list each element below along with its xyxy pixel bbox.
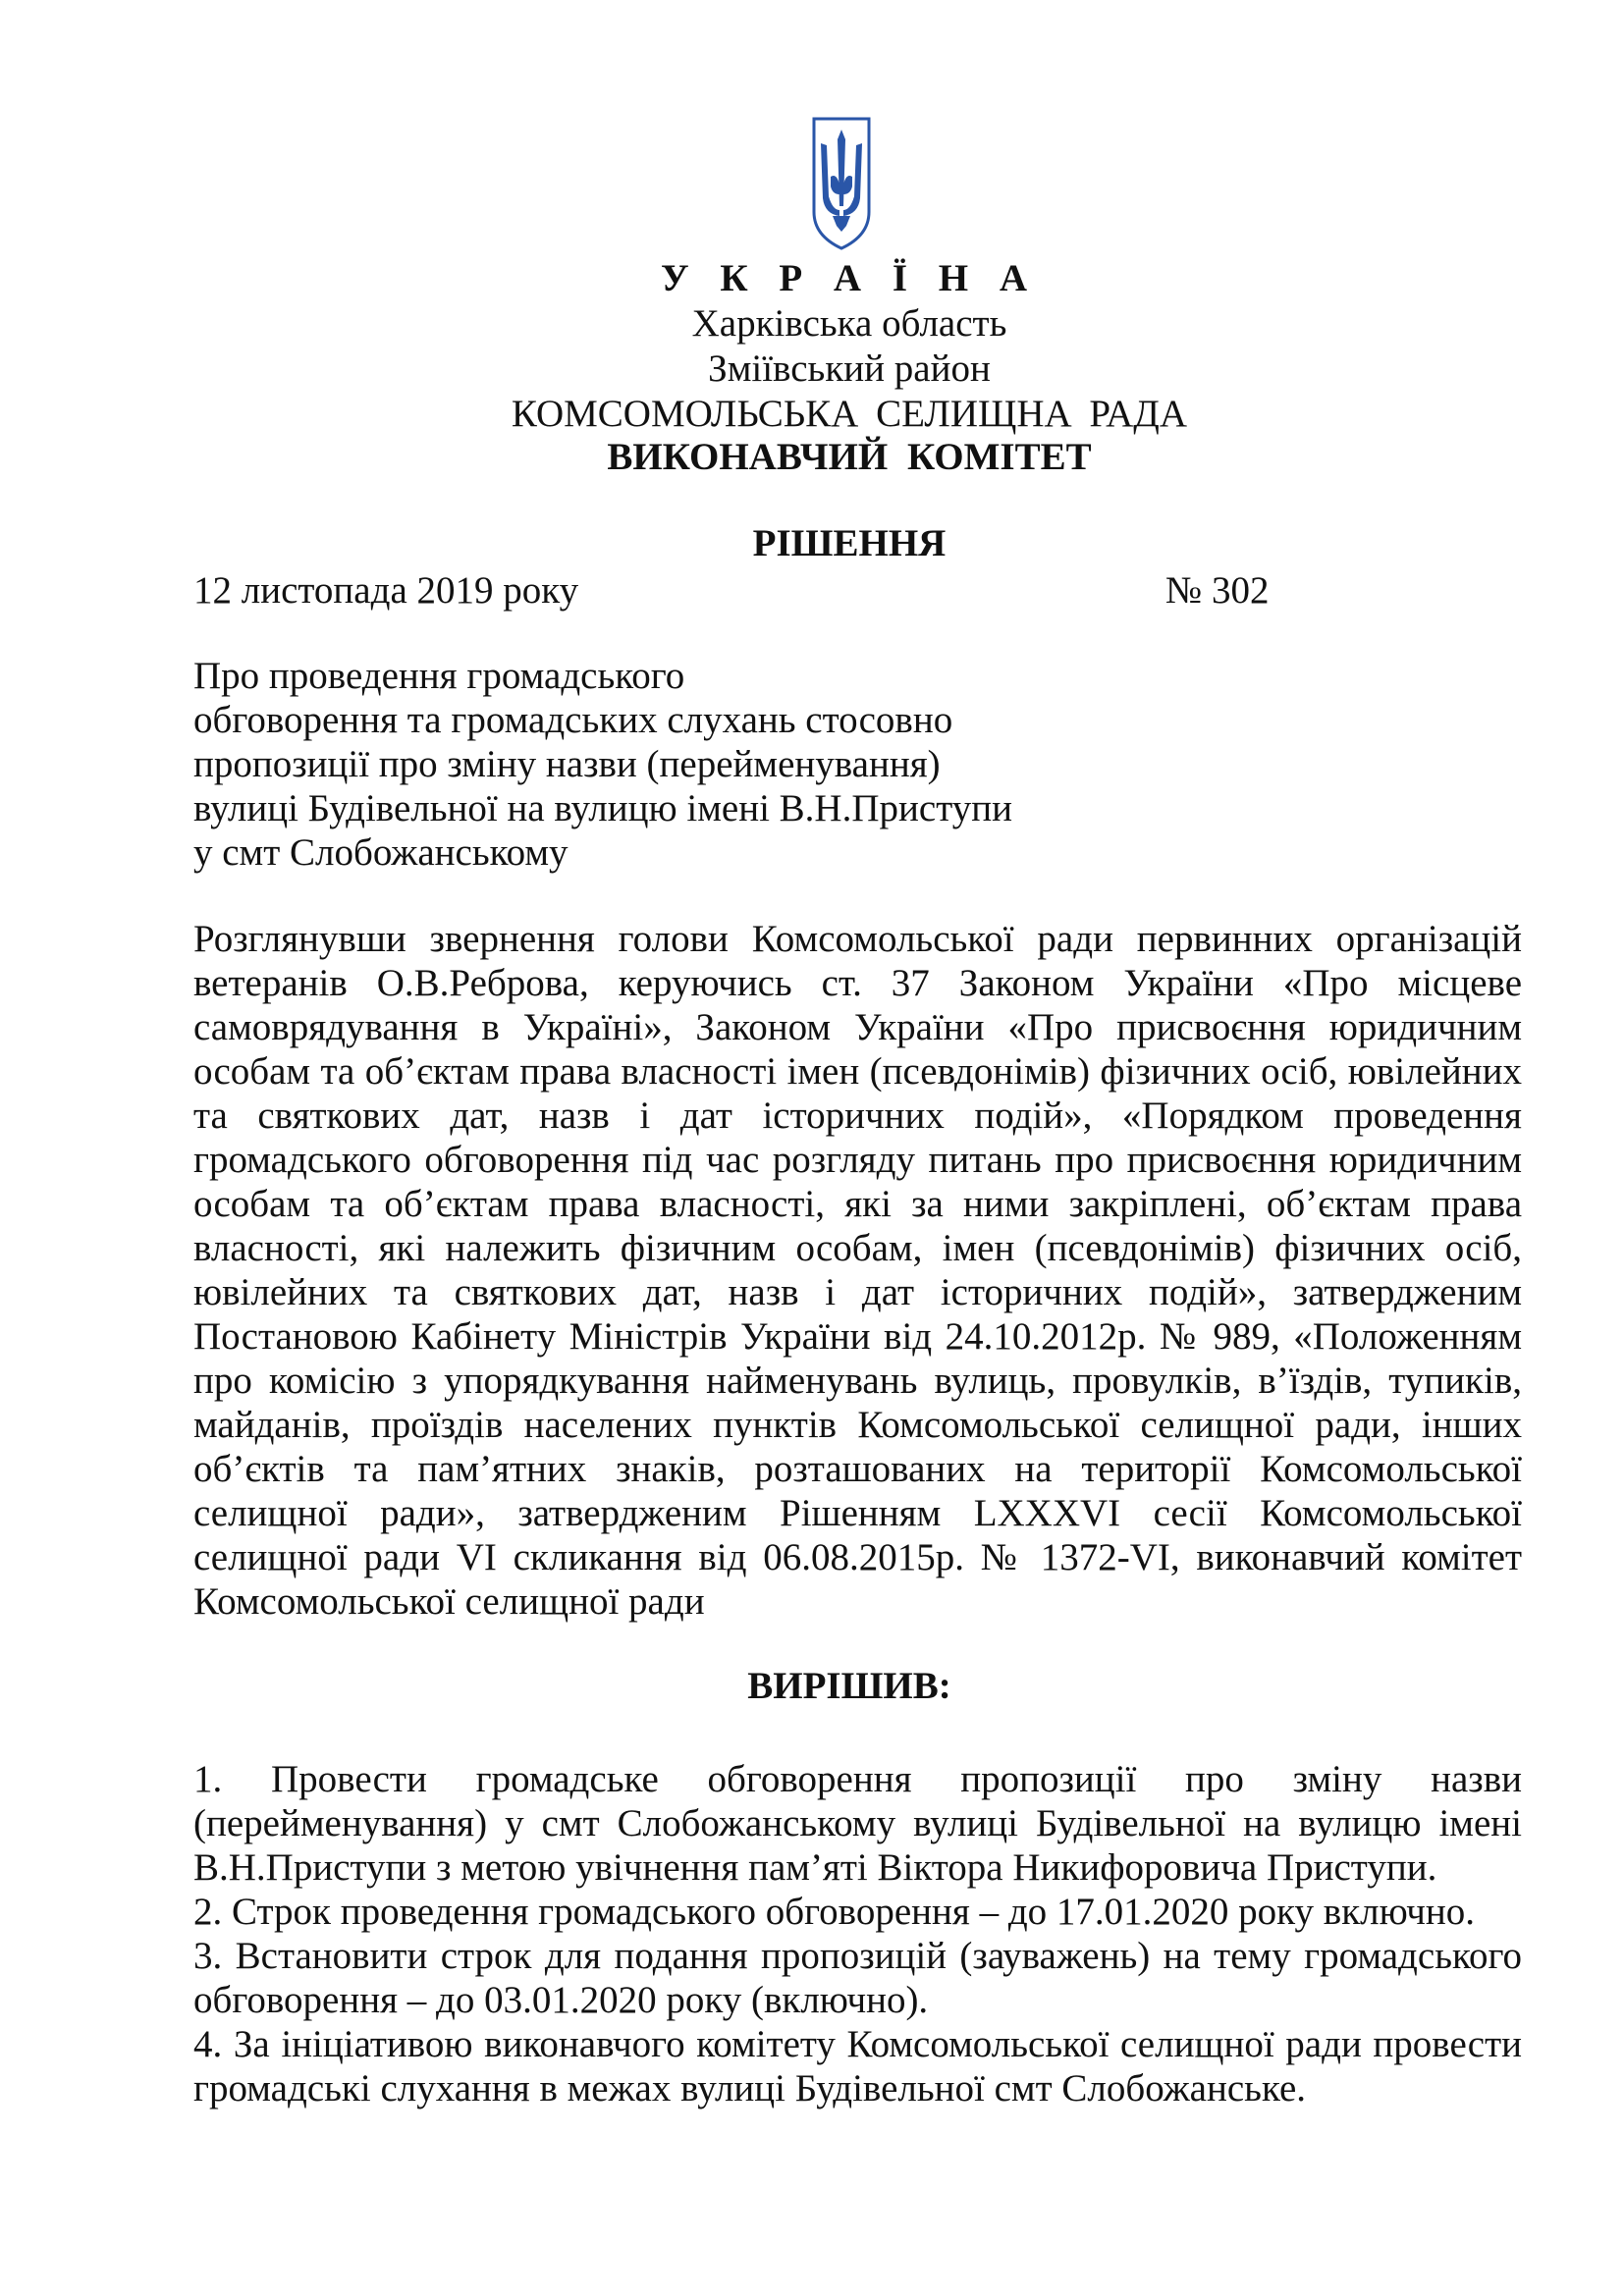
subject-line: Про проведення громадського <box>193 655 685 697</box>
resolution-item: 4. За ініціативою виконавчого комітету Комсомольської селищної ради провести громадські слухання в межах вулиці Будівельної смт Слобожанське. <box>193 2023 1522 2109</box>
document-type-heading: РІШЕННЯ <box>752 522 947 564</box>
committee-line: ВИКОНАВЧИЙ КОМІТЕТ <box>607 436 1092 478</box>
oblast-line: Харківська область <box>691 302 1007 345</box>
resolution-heading: ВИРІШИВ: <box>747 1665 951 1707</box>
resolution-item: 1. Провести громадське обговорення пропозиції про зміну назви (перейменування) у смт Слобожанському вулиці Будівельної на вулицю імені В.Н.Приступи з метою увічнення пам’яті Віктора Никифоровича Приступи. <box>193 1758 1522 1889</box>
rayon-line: Зміївський район <box>708 347 991 390</box>
subject-line: вулиці Будівельної на вулицю імені В.Н.Приступи <box>193 787 1012 829</box>
trident-emblem-icon <box>811 116 872 251</box>
subject-line: пропозиції про зміну назви (перейменування) <box>193 743 941 785</box>
subject-line: обговорення та громадських слухань стосовно <box>193 699 953 741</box>
date-number-line <box>193 567 1273 614</box>
country-heading: У К Р А Ї Н А <box>660 257 1039 299</box>
decision-date: 12 листопада 2019 року <box>193 569 579 612</box>
preamble-paragraph: Розглянувши звернення голови Комсомольської ради первинних організацій ветеранів О.В.Реброва, керуючись ст. 37 Законом України «Про місцеве самоврядування в Україні», Законом України «Про присвоєння юридичним особам та об’єктам права власності імен (псевдонімів) фізичних осіб, ювілейних та святкових дат, назв і дат історичних подій», «Порядком проведення громадського обговорення під час розгляду питань про присвоєння юридичним особам та об’єктам права власності, які за ними закріплені, об’єктам права власності, які належить фізичним особам, імен (псевдонімів) фізичних осіб, ювілейних та святкових дат, назв і дат історичних подій», затвердженим Постановою Кабінету Міністрів України від 24.10.2012р. № 989, «Положенням про комісію з упорядкування найменувань вулиць, провулків, в’їздів, тупиків, майданів, проїздів населених пунктів Комсомольської селищної ради, інших об’єктів та пам’ятних знаків, розташованих на території Комсомольської селищної ради», затвердженим Рішенням LXXXVI сесії Комсомольської селищної ради VI скликання від 06.08.2015р. № 1372-VI, виконавчий комітет Комсомольської селищної ради <box>193 918 1522 1623</box>
decision-subject <box>193 654 1175 875</box>
decision-number: № 302 <box>1165 569 1270 612</box>
resolution-items <box>193 1757 1522 2110</box>
resolution-item: 2. Строк проведення громадського обговорення – до 17.01.2020 року включно. <box>193 1891 1476 1933</box>
resolution-item: 3. Встановити строк для подання пропозицій (зауважень) на тему громадського обговорення – до 03.01.2020 року (включно). <box>193 1935 1522 2021</box>
subject-line: у смт Слобожанському <box>193 831 568 874</box>
council-line: КОМСОМОЛЬСЬКА СЕЛИЩНА РАДА <box>511 393 1188 435</box>
